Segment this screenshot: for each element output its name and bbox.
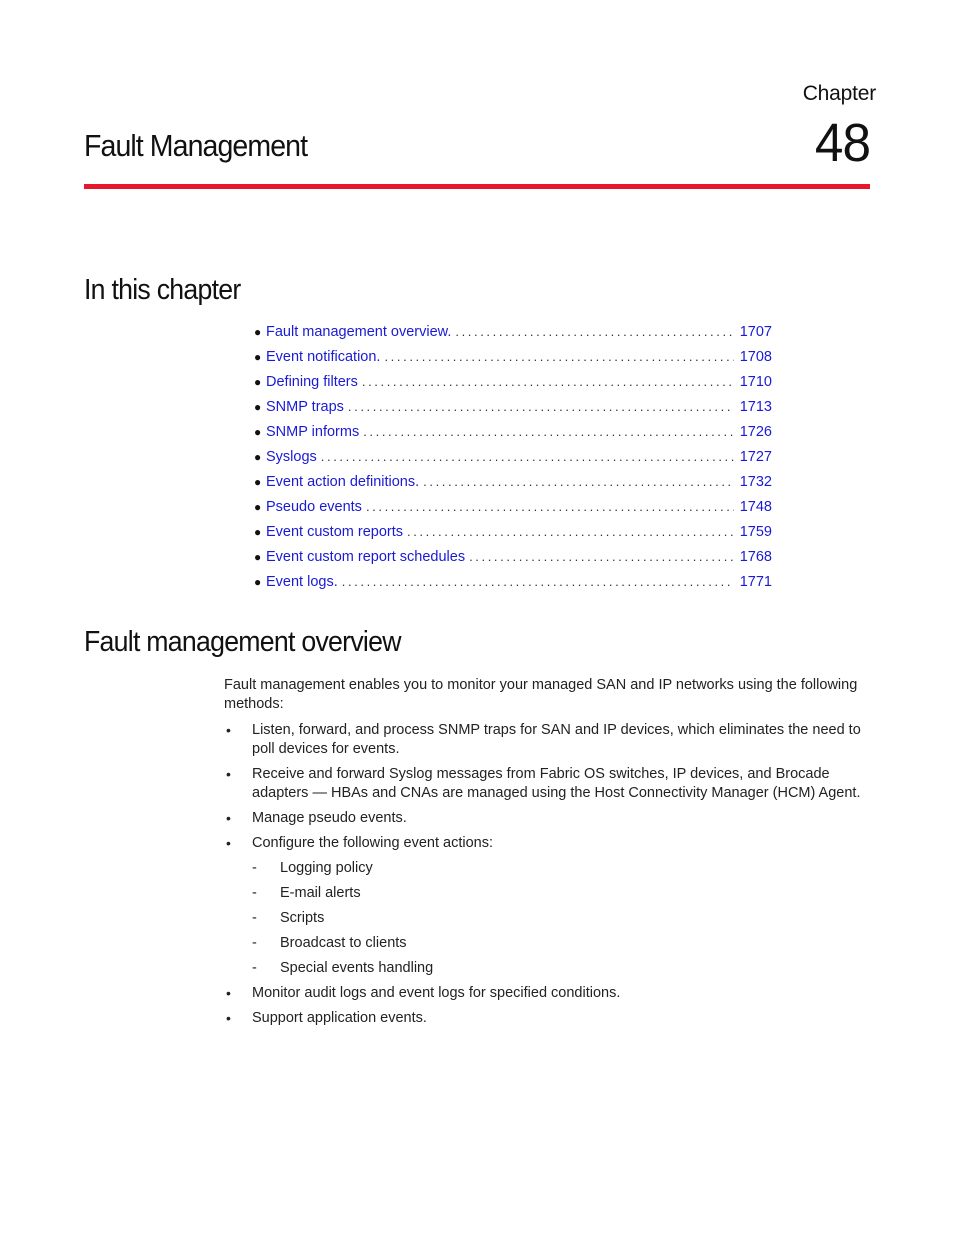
sub-list-item-text: Broadcast to clients xyxy=(280,935,407,951)
toc-item-page[interactable]: 1726 xyxy=(739,424,772,440)
list-item-text: Monitor audit logs and event logs for specified conditions. xyxy=(252,985,621,1001)
toc-item-page[interactable]: 1732 xyxy=(739,474,772,490)
chapter-rule xyxy=(84,184,870,189)
toc-item[interactable]: ● SNMP informs ..... 1726 xyxy=(254,422,772,447)
sub-list-item-text: Special events handling xyxy=(280,960,434,976)
sub-list-item: - Broadcast to clients xyxy=(252,935,407,951)
toc-item-page[interactable]: 1768 xyxy=(739,549,772,565)
toc-item-label[interactable]: Event custom report schedules xyxy=(266,549,466,565)
toc-item-label[interactable]: Event notification. xyxy=(266,349,381,365)
toc-item[interactable]: ● Event custom reports ..... 1759 xyxy=(254,522,772,547)
toc-item-label[interactable]: Event logs. xyxy=(266,574,338,590)
overview-bullet-list xyxy=(224,721,872,1034)
chapter-title: Fault Management xyxy=(84,128,308,163)
list-item-text: Manage pseudo events. xyxy=(252,810,407,826)
toc-item[interactable]: ● Syslogs ..... 1727 xyxy=(254,447,772,472)
list-item: • Receive and forward Syslog messages from Fabric OS switches, IP devices, and Brocade adapters — HBAs and CNAs are managed using the Host Connectivity Manager (HCM) Agent. xyxy=(226,766,861,801)
toc-item-page[interactable]: 1707 xyxy=(739,324,772,340)
sub-list-item-text: Logging policy xyxy=(280,860,373,876)
chapter-label: Chapter xyxy=(802,82,876,105)
in-this-chapter-heading: In this chapter xyxy=(84,274,241,306)
list-item: • Configure the following event actions: - Logging policy - E-mail alerts - Scripts - Broadcast to clients - Special events handling xyxy=(224,834,872,978)
toc-item[interactable]: ● Pseudo events ..... 1748 xyxy=(254,497,772,522)
toc-item[interactable]: ● Event action definitions. ..... 1732 xyxy=(254,472,772,497)
toc-item[interactable]: ● Event logs. ..... 1771 xyxy=(254,572,772,597)
event-actions-list xyxy=(252,859,872,978)
toc-item-label[interactable]: Event custom reports xyxy=(266,524,403,540)
sub-list-item: - Special events handling xyxy=(252,960,434,976)
toc-item[interactable]: ● Event notification. ..... 1708 xyxy=(254,347,772,372)
list-item-text: Listen, forward, and process SNMP traps for SAN and IP devices, which eliminates the need to poll devices for events. xyxy=(252,722,861,757)
sub-list-item: - E-mail alerts xyxy=(252,885,361,901)
sub-list-item: - Scripts xyxy=(252,910,325,926)
toc-item-label[interactable]: SNMP traps xyxy=(266,399,344,415)
toc-item-page[interactable]: 1713 xyxy=(739,399,772,415)
toc-item-label[interactable]: Pseudo events xyxy=(266,499,362,515)
overview-intro: Fault management enables you to monitor your managed SAN and IP networks using the following methods: xyxy=(224,677,858,712)
sub-list-item-text: Scripts xyxy=(280,910,325,926)
toc-item-label[interactable]: Defining filters xyxy=(266,374,358,390)
chapter-number: 48 xyxy=(814,113,870,173)
toc-item-page[interactable]: 1727 xyxy=(739,449,772,465)
toc-list xyxy=(254,322,772,597)
list-item-text: Support application events. xyxy=(252,1010,427,1026)
sub-list-item: - Logging policy xyxy=(252,860,373,876)
list-item: • Listen, forward, and process SNMP traps for SAN and IP devices, which eliminates the need to poll devices for events. xyxy=(226,722,861,757)
list-item-text: Receive and forward Syslog messages from Fabric OS switches, IP devices, and Brocade adapters — HBAs and CNAs are managed using the Host Connectivity Manager (HCM) Agent. xyxy=(252,766,861,801)
toc-item-label[interactable]: Syslogs xyxy=(266,449,317,465)
toc-item-page[interactable]: 1708 xyxy=(739,349,772,365)
sub-list-item-text: E-mail alerts xyxy=(280,885,361,901)
list-item: • Support application events. xyxy=(226,1010,427,1026)
toc-item[interactable]: ● Fault management overview. ..... 1707 xyxy=(254,322,772,347)
list-item: • Manage pseudo events. xyxy=(226,810,407,826)
list-item-text: Configure the following event actions: xyxy=(252,835,494,851)
toc-item[interactable]: ● Event custom report schedules ..... 1768 xyxy=(254,547,772,572)
toc-item-page[interactable]: 1710 xyxy=(739,374,772,390)
toc-item-label[interactable]: Event action definitions. xyxy=(266,474,420,490)
overview-heading: Fault management overview xyxy=(84,626,401,658)
toc-item[interactable]: ● Defining filters ..... 1710 xyxy=(254,372,772,397)
toc-item-label[interactable]: Fault management overview. xyxy=(266,324,452,340)
toc-item[interactable]: ● SNMP traps ..... 1713 xyxy=(254,397,772,422)
toc-item-page[interactable]: 1771 xyxy=(739,574,772,590)
toc-item-page[interactable]: 1759 xyxy=(739,524,772,540)
toc-item-label[interactable]: SNMP informs xyxy=(266,424,360,440)
list-item: • Monitor audit logs and event logs for specified conditions. xyxy=(226,985,621,1001)
toc-item-page[interactable]: 1748 xyxy=(739,499,772,515)
